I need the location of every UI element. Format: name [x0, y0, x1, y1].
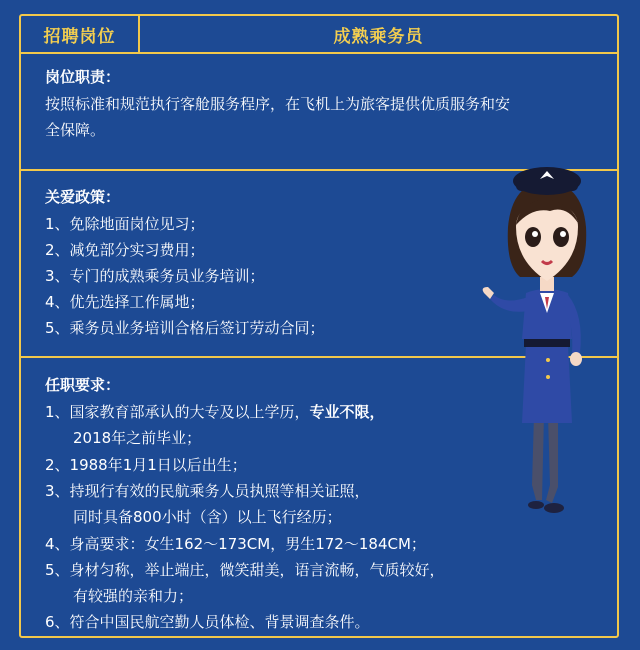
- req-item-3: 3、持现行有效的民航乘务人员执照等相关证照，: [45, 482, 370, 500]
- care-item: 3、专门的成熟乘务员业务培训；: [45, 267, 265, 285]
- care-item: 1、免除地面岗位见习；: [45, 215, 205, 233]
- req-item-6: 6、符合中国民航空勤人员体检、背景调查条件。: [45, 613, 370, 631]
- req-item-1: [45, 401, 385, 422]
- header-label: 招聘岗位: [21, 16, 140, 52]
- duty-section: [21, 54, 617, 171]
- duty-line: 按照标准和规范执行客舱服务程序，在飞机上为旅客提供优质服务和安: [45, 95, 511, 113]
- care-item: 5、乘务员业务培训合格后签订劳动合同；: [45, 319, 325, 337]
- req-item-1-text: 1、国家教育部承认的大专及以上学历，: [45, 403, 310, 421]
- req-item-5: 5、身材匀称，举止端庄，微笑甜美，语言流畅，气质较好，: [45, 561, 445, 579]
- req-item-3-cont: 同时具备800小时（含）以上飞行经历；: [73, 508, 342, 526]
- header-row: [21, 16, 617, 54]
- req-item-1-cont: 2018年之前毕业；: [73, 429, 202, 447]
- flight-attendant-illustration: [476, 165, 626, 530]
- req-item-1-bold: 专业不限，: [309, 403, 385, 421]
- duty-title: 岗位职责：: [45, 68, 121, 86]
- care-title: 关爱政策：: [45, 188, 121, 206]
- req-item-2: 2、1988年1月1日以后出生；: [45, 456, 247, 474]
- care-item: 2、减免部分实习费用；: [45, 241, 205, 259]
- req-item-4: 4、身高要求：女生162～173CM，男生172～184CM；: [45, 535, 426, 553]
- header-position: 成熟乘务员: [333, 26, 424, 47]
- duty-line: 全保障。: [45, 121, 106, 139]
- req-item-5-cont: 有较强的亲和力；: [73, 587, 194, 605]
- care-item: 4、优先选择工作属地；: [45, 293, 205, 311]
- req-title: 任职要求：: [45, 376, 121, 394]
